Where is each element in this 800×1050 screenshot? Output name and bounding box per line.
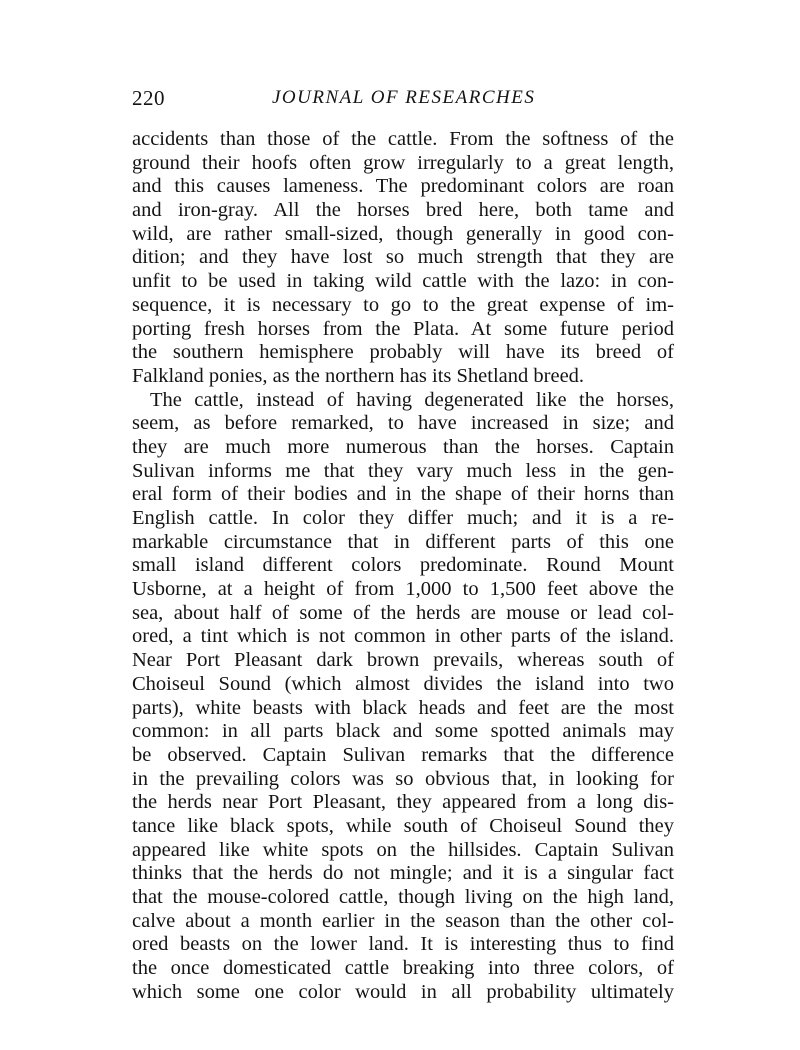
- text-line: dition; and they have lost so much strength that they are: [132, 246, 674, 269]
- text-line: Near Port Pleasant dark brown prevails, whereas south of: [132, 649, 674, 672]
- text-line: ored, a tint which is not common in other parts of the island.: [132, 625, 674, 648]
- running-head: JOURNAL OF RESEARCHES: [272, 87, 536, 108]
- text-line: common: in all parts black and some spotted animals may: [132, 720, 674, 743]
- text-line: Usborne, at a height of from 1,000 to 1,500 feet above the: [132, 578, 674, 601]
- text-line: be observed. Captain Sulivan remarks that the difference: [132, 743, 674, 766]
- text-line: the herds near Port Pleasant, they appeared from a long dis-: [132, 791, 674, 814]
- text-line: sequence, it is necessary to go to the great expense of im-: [132, 293, 674, 316]
- text-line: seem, as before remarked, to have increased in size; and: [132, 412, 674, 435]
- text-line: thinks that the herds do not mingle; and it is a singular fact: [132, 862, 674, 885]
- text-line: porting fresh horses from the Plata. At some future period: [132, 317, 674, 340]
- text-line: eral form of their bodies and in the shape of their horns than: [132, 483, 674, 506]
- text-line: tance like black spots, while south of Choiseul Sound they: [132, 814, 674, 837]
- text-line: English cattle. In color they differ much; and it is a re-: [132, 507, 674, 529]
- text-line: markable circumstance that in different parts of this one: [132, 530, 674, 553]
- text-line: accidents than those of the cattle. From the softness of the: [132, 128, 674, 150]
- text-line: small island different colors predominate. Round Mount: [132, 554, 674, 577]
- text-line: Falkland ponies, as the northern has its Shetland breed.: [132, 364, 585, 387]
- text-line: calve about a month earlier in the season than the other col-: [132, 909, 674, 932]
- text-line: in the prevailing colors was so obvious that, in looking for: [132, 767, 674, 790]
- text-line: that the mouse-colored cattle, though living on the high land,: [132, 886, 674, 908]
- text-line: ored beasts on the lower land. It is interesting thus to find: [132, 933, 674, 956]
- body-text: [132, 128, 674, 1004]
- text-line: and this causes lameness. The predominant colors are roan: [132, 175, 674, 198]
- text-line: the once domesticated cattle breaking into three colors, of: [132, 957, 674, 980]
- text-line: The cattle, instead of having degenerated like the horses,: [150, 388, 674, 411]
- text-line: which some one color would in all probability ultimately: [132, 980, 674, 1003]
- page-number: 220: [132, 86, 165, 110]
- text-line: parts), white beasts with black heads and feet are the most: [132, 696, 674, 719]
- text-line: Sulivan informs me that they vary much less in the gen-: [132, 459, 674, 482]
- text-line: unfit to be used in taking wild cattle with the lazo: in con-: [132, 270, 674, 293]
- text-line: they are much more numerous than the horses. Captain: [132, 435, 674, 458]
- text-line: appeared like white spots on the hillsides. Captain Sulivan: [132, 838, 674, 861]
- page-header: [132, 86, 674, 116]
- text-line: the southern hemisphere probably will have its breed of: [132, 341, 674, 364]
- text-line: wild, are rather small-sized, though generally in good con-: [132, 222, 674, 245]
- text-line: sea, about half of some of the herds are mouse or lead col-: [132, 601, 674, 624]
- text-line: Choiseul Sound (which almost divides the island into two: [132, 672, 674, 695]
- text-line: ground their hoofs often grow irregularly to a great length,: [132, 151, 674, 174]
- text-line: and iron-gray. All the horses bred here, both tame and: [132, 199, 674, 222]
